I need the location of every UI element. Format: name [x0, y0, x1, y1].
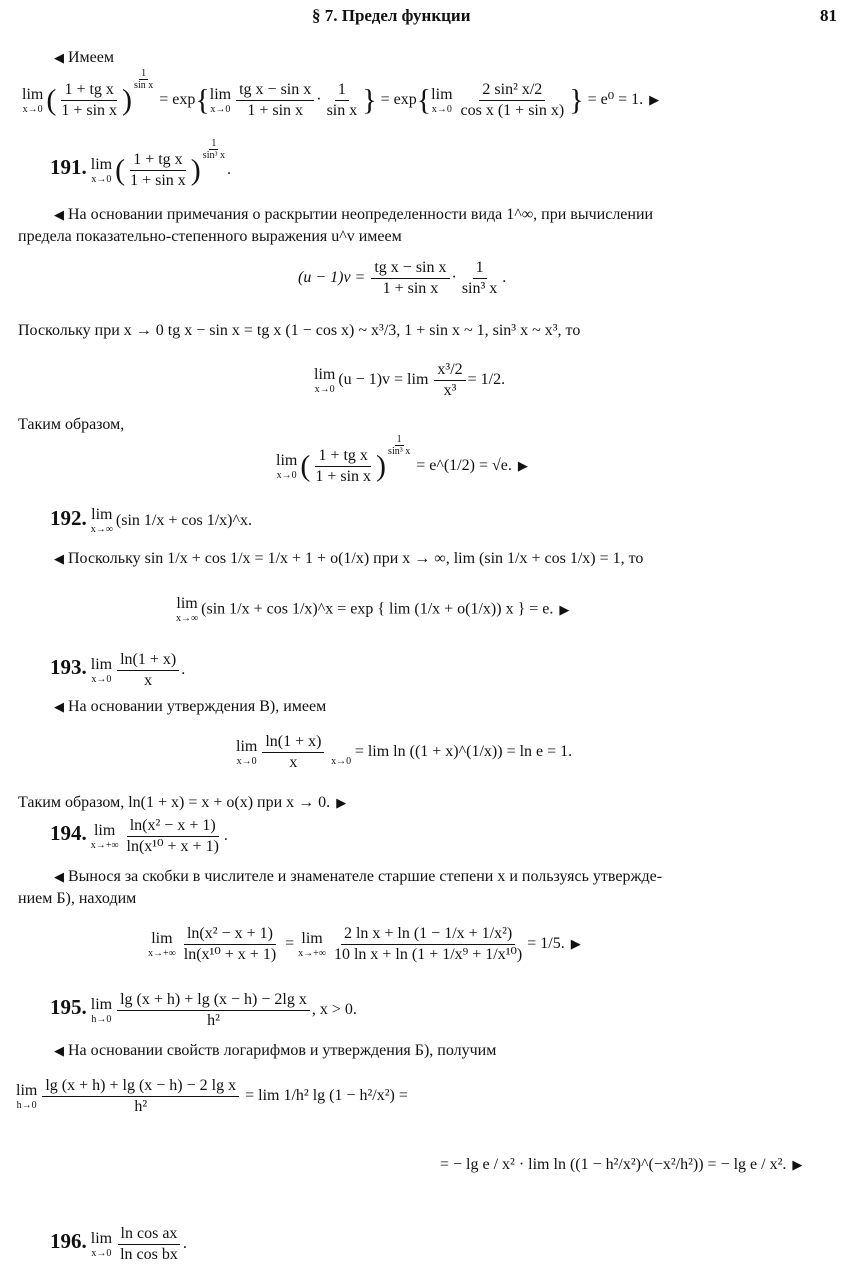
solution-end-mark: ▶: [336, 795, 347, 810]
fraction: $\frac{\text{x³/2}}{\text{x³}}$: [434, 360, 465, 401]
fraction: $\frac{\text{ln(x² − x + 1)}}{\text{ln(x¹⁰ + x + 1)}}$: [126, 817, 219, 855]
solution-start-mark: ◀: [54, 699, 64, 714]
problem-196: 196. lim x→0 $\frac{\text{ln cos ax}}{\text{ln cos bx}}$ .: [50, 1225, 187, 1263]
solution-end-mark: ▶: [517, 458, 528, 474]
fraction: $\frac{1}{\text{sin³ x}}$: [202, 138, 225, 161]
solution-end-mark: ▶: [559, 601, 570, 617]
fraction: $\frac{\text{1 + tg x}}{\text{1 + sin x}}$: [61, 81, 118, 119]
solution-end-mark: ▶: [649, 92, 660, 108]
intro-line: [54, 47, 114, 69]
page-number: 81: [820, 6, 837, 25]
equation: (u − 1)v = $\frac{\text{tg x − sin x}}{\text{1 + sin x}}$ · $\frac{1}{\text{sin³ x}}$ .: [298, 259, 507, 297]
equation: = − lg e / x² · lim ln ((1 − h²/x²)^(−x²/h²)) = − lg e / x². ▶: [440, 1156, 803, 1173]
solution-end-mark: ▶: [792, 1157, 803, 1172]
limit-operator: lim x→+∞: [90, 821, 119, 851]
paragraph: ◀ Поскольку sin 1/x + cos 1/x = 1/x + 1 + o(1/x) при x → ∞, lim (sin 1/x + cos 1/x) = 1, то: [54, 548, 643, 570]
limit-operator: lim x→0: [209, 85, 232, 115]
intro-text: Имеем: [68, 49, 115, 66]
equation: lim x→0 ( $\frac{\text{1 + tg x}}{\text{1 + sin x}}$ ) $\frac{1}{\text{sin³ x}}$ = e^(1/2) = √e. ▶: [276, 434, 528, 485]
fraction: $\frac{\text{tg x − sin x}}{\text{1 + sin x}}$: [371, 258, 449, 299]
fraction: $\frac{\ln(1 + x)}{x}$: [262, 732, 324, 773]
equation: lim x→0 (u − 1)v = lim $\frac{\text{x³/2}}{\text{x³}}$ = 1/2.: [314, 361, 506, 399]
equation: lim x→+∞ $\frac{\text{ln(x² − x + 1)}}{\text{ln(x¹⁰ + x + 1)}}$ = lim x→+∞ $\frac{\text{2 ln x + ln (1 − 1/x + 1/x²)}}{\text{10 ln x + ln (1 + 1/x⁹ + 1/x¹⁰)}}$ = 1/5. ▶: [148, 925, 581, 963]
solution-start-mark: ◀: [54, 50, 64, 65]
limit-operator: lim x→∞: [176, 595, 199, 624]
fraction: $\frac{1}{\text{sin x}}$: [326, 81, 358, 119]
paragraph: Таким образом, ln(1 + x) = x + o(x) при x → 0. ▶: [18, 792, 346, 814]
paragraph: нием Б), находим: [18, 890, 137, 907]
fraction: $\frac{\text{1 + tg x}}{\text{1 + sin x}}$: [315, 447, 372, 485]
fraction: $\frac{\text{lg (x + h) + lg (x − h) − 2lg x}}{\text{h²}}$: [117, 990, 310, 1031]
equation: lim x→0 $\frac{\ln(1 + x)}{x}$ x→0 = lim ln ((1 + x)^(1/x)) = ln e = 1.: [236, 733, 573, 771]
limit-operator: lim x→+∞: [298, 929, 326, 959]
fraction: $\frac{1}{\text{sin³ x}}$: [388, 434, 411, 457]
limit-operator: lim x→0: [314, 365, 336, 395]
fraction: $\frac{\text{2 sin² x/2}}{\text{cos x (1 + sin x)}}$: [460, 81, 565, 119]
limit-operator: lim x→0: [90, 1229, 113, 1259]
solution-start-mark: ◀: [54, 207, 64, 222]
fraction: $\frac{\text{tg x − sin x}}{\text{1 + sin x}}$: [236, 80, 314, 121]
limit-operator: lim h→0: [90, 995, 113, 1025]
equation: lim h→0 $\frac{\text{lg (x + h) + lg (x − h) − 2 lg x}}{\text{h²}}$ = lim 1/h² lg (1 − h²/x²) =: [16, 1077, 408, 1115]
paragraph: ◀ На основании примечания о раскрытии неопределенности вида 1^∞, при вычислении: [54, 204, 653, 226]
problem-number: 192.: [50, 506, 87, 530]
problem-192: 192. lim x→∞ (sin 1/x + cos 1/x)^x.: [50, 506, 252, 536]
page-title: § 7. Предел функции: [312, 6, 471, 25]
limit-operator: lim x→0: [22, 85, 44, 115]
equation-top: lim x→0 ( $\frac{\text{1 + tg x}}{\text{1 + sin x}}$ ) $\frac{1}{\text{sin x}}$ = exp{ lim x→0 $\frac{\text{tg x − sin x}}{\text{1 + sin x}}$ · $\frac{1}{\text{sin x}}$ } = exp{ lim x→0 $\frac{\text{2 sin² x/2}}{\text{cos x (1 + sin x)}}$ } = e⁰ = 1. ▶: [22, 68, 660, 119]
solution-end-mark: ▶: [570, 936, 581, 952]
fraction: $\frac{1}{\text{sin³ x}}$: [461, 259, 498, 297]
limit-operator: lim x→0: [90, 655, 113, 685]
solution-start-mark: ◀: [54, 869, 64, 884]
problem-number: 196.: [50, 1229, 87, 1254]
paragraph: ◀ На основании свойств логарифмов и утверждения Б), получим: [54, 1040, 496, 1062]
problem-number: 195.: [50, 995, 87, 1020]
problem-number: 191.: [50, 155, 87, 180]
fraction: $\frac{\text{ln(x² − x + 1)}}{\text{ln(x¹⁰ + x + 1)}}$: [183, 925, 277, 963]
paragraph: Поскольку при x → 0 tg x − sin x = tg x (1 − cos x) ~ x³/3, 1 + sin x ~ 1, sin³ x ~ x³, то: [18, 322, 581, 339]
fraction: $\frac{\text{ln cos ax}}{\text{ln cos bx}}$: [117, 1224, 181, 1265]
limit-operator: lim x→0: [90, 155, 113, 185]
problem-195: 195. lim h→0 $\frac{\text{lg (x + h) + lg (x − h) − 2lg x}}{\text{h²}}$ , x > 0.: [50, 991, 357, 1029]
limit-operator: lim h→0: [16, 1081, 38, 1111]
solution-start-mark: ◀: [54, 1043, 64, 1058]
exponent-fraction: $\frac{1}{\text{sin x}}$: [134, 68, 154, 91]
solution-start-mark: ◀: [54, 551, 64, 566]
paragraph: ◀ На основании утверждения В), имеем: [54, 696, 326, 718]
limit-operator: lim x→0: [236, 737, 258, 767]
fraction: $\frac{\text{lg (x + h) + lg (x − h) − 2 lg x}}{\text{h²}}$: [42, 1076, 239, 1117]
equation: lim x→∞ (sin 1/x + cos 1/x)^x = exp { lim (1/x + o(1/x)) x } = e. ▶: [176, 595, 570, 624]
limit-operator: lim x→+∞: [148, 929, 176, 959]
limit-operator: x→0: [331, 755, 352, 767]
problem-193: 193. lim x→0 $\frac{\ln(1 + x)}{x}$ .: [50, 651, 186, 689]
limit-operator: lim x→∞: [90, 506, 113, 536]
problem-number: 193.: [50, 655, 87, 680]
fraction: $\frac{\text{1 + tg x}}{\text{1 + sin x}}$: [130, 151, 186, 189]
limit-operator: lim x→0: [276, 451, 298, 481]
fraction: $\frac{\text{2 ln x + ln (1 − 1/x + 1/x²)}}{\text{10 ln x + ln (1 + 1/x⁹ + 1/x¹⁰)}}$: [333, 925, 523, 963]
problem-number: 194.: [50, 821, 87, 846]
fraction: $\frac{\ln(1 + x)}{x}$: [117, 650, 179, 691]
paragraph: ◀ Вынося за скобки в числителе и знаменателе старшие степени x и пользуясь утвержде-: [54, 866, 662, 888]
problem-194: 194. lim x→+∞ $\frac{\text{ln(x² − x + 1)}}{\text{ln(x¹⁰ + x + 1)}}$ .: [50, 817, 228, 855]
paragraph: Таким образом,: [18, 416, 125, 433]
problem-191: 191. lim x→0 ( $\frac{\text{1 + tg x}}{\text{1 + sin x}}$ ) $\frac{1}{\text{sin³ x}}$ .: [50, 138, 231, 189]
paragraph: предела показательно-степенного выражения u^v имеем: [18, 228, 402, 245]
limit-operator: lim x→0: [431, 85, 453, 115]
